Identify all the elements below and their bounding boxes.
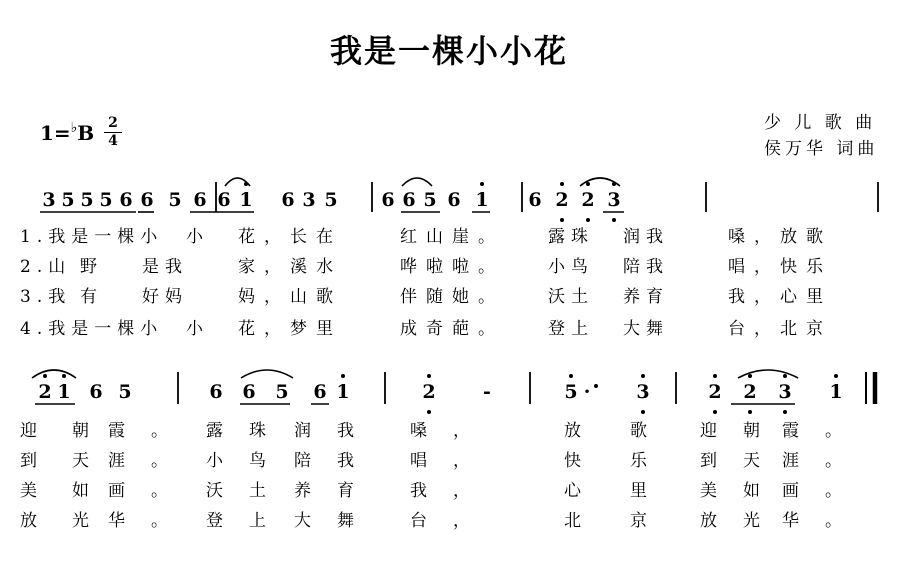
note-line1-11: 3 [302, 189, 316, 211]
lyric-line2-verse3-seg5: 我， [410, 481, 496, 501]
note-line2-13: 3 [636, 381, 650, 403]
lyric-line1-verse2-seg2: 是我 [142, 257, 188, 277]
note-line2-4: 6 [209, 381, 223, 403]
lyric-line2-verse2-seg1: 天 [72, 451, 115, 471]
low-dot [748, 410, 752, 414]
lyric-line2-verse3-seg4: 养育 [294, 481, 380, 501]
note-line1-16: 6 [447, 189, 461, 211]
lyric-line1-verse2-seg4: 哗啦啦。 [400, 257, 504, 277]
lyric-line2-verse3-seg3: 沃土 [206, 481, 292, 501]
lyric-line2-verse2-seg7: 乐 [630, 451, 673, 471]
lyric-line2-verse1-seg2: 霞。 [108, 421, 194, 441]
note-line1-6: 5 [168, 189, 182, 211]
note-line2-17: 1 [829, 381, 843, 403]
key-prefix: 1= [40, 121, 71, 145]
genre-label: 少 儿 歌 曲 [764, 113, 877, 133]
note-line1-5: 6 [140, 189, 154, 211]
lyric-line2-verse3-seg0: 美 [20, 481, 63, 501]
note-line2-1: 1 [57, 381, 71, 403]
high-dot [427, 374, 431, 378]
composer-label: 侯万华 词曲 [764, 139, 879, 159]
note-line2-8: 1 [336, 381, 350, 403]
lyric-line2-verse1-seg9: 霞。 [782, 421, 868, 441]
lyric-line1-verse3-seg4: 伴随她。 [400, 287, 504, 307]
lyric-line1-verse2-seg1: 野 [80, 257, 103, 277]
lyric-line1-verse3-seg7: 我，心里 [728, 287, 832, 307]
lyric-line1-verse3-seg2: 好妈 [142, 287, 188, 307]
lyric-line2-verse2-seg5: 唱， [410, 451, 496, 471]
lyric-line2-verse4-seg6: 北 [564, 511, 607, 531]
lyric-line2-verse1-seg8: 迎朝 [700, 421, 786, 441]
flat-sign: ♭ [70, 120, 78, 136]
note-line1-9: 1 [239, 189, 253, 211]
lyric-line2-verse1-seg0: 迎 [20, 421, 63, 441]
lyric-line2-verse1-seg7: 歌 [630, 421, 673, 441]
note-line1-0: 3 [42, 189, 56, 211]
lyric-line1-verse1-seg4: 露珠 [548, 227, 594, 247]
lyric-line1-verse4-seg5: 大舞 [623, 319, 669, 339]
lyric-line2-verse1-seg3: 露珠 [206, 421, 292, 441]
lyric-line1-verse1-seg3: 红山崖。 [400, 227, 504, 247]
lyric-line1-verse1-seg2: 花，长在 [238, 227, 342, 247]
note-line1-12: 5 [324, 189, 338, 211]
note-line2-11: 5 [564, 381, 578, 403]
lyric-line2-verse2-seg3: 小鸟 [206, 451, 292, 471]
note-line1-2: 5 [80, 189, 94, 211]
lyric-line1-verse4-seg3: 成奇葩。 [400, 319, 504, 339]
low-dot [713, 410, 717, 414]
lyric-line1-verse3-seg5: 沃土 [548, 287, 594, 307]
note-line2-0: 2 [38, 381, 52, 403]
time-signature-bottom: 4 [108, 133, 118, 149]
lyric-line2-verse3-seg7: 里 [630, 481, 673, 501]
notation-line-1 [42, 189, 620, 211]
note-line1-20: 2 [581, 189, 595, 211]
lyric-line1-verse1-seg5: 润我 [623, 227, 669, 247]
lyric-line1-verse1-seg6: 嗓，放歌 [728, 227, 832, 247]
high-dot [62, 374, 66, 378]
note-line2-16: 3 [778, 381, 792, 403]
high-dot [748, 374, 752, 378]
lyric-line2-verse4-seg1: 光 [72, 511, 115, 531]
note-line2-2: 6 [89, 381, 103, 403]
tie-arc [402, 178, 432, 186]
lyric-line2-verse2-seg8: 到天 [700, 451, 786, 471]
low-dot [641, 410, 645, 414]
low-dot [612, 218, 616, 222]
note-line2-6: 5 [275, 381, 289, 403]
note-line1-7: 6 [193, 189, 207, 211]
high-dot [783, 374, 787, 378]
lyric-line2-verse1-seg5: 嗓， [410, 421, 496, 441]
high-dot [569, 374, 573, 378]
note-line1-8: 6 [217, 189, 231, 211]
note-line1-19: 2 [555, 189, 569, 211]
duration-dot [594, 384, 598, 388]
note-line1-1: 5 [61, 189, 75, 211]
lyric-line1-verse2-seg3: 家，溪水 [238, 257, 342, 277]
high-dot [480, 182, 484, 186]
lyric-line2-verse3-seg6: 心 [564, 481, 607, 501]
low-dot [427, 410, 431, 414]
lyric-line1-verse4-seg2: 花，梦里 [238, 319, 342, 339]
note-line1-17: 1 [475, 189, 489, 211]
high-dot [586, 182, 590, 186]
time-signature-top: 2 [108, 115, 118, 131]
lyric-line1-verse4-seg4: 登上 [548, 319, 594, 339]
lyric-line2-verse3-seg2: 画。 [108, 481, 194, 501]
lyric-line2-verse4-seg3: 登上 [206, 511, 292, 531]
note-line2-14: 2 [708, 381, 722, 403]
lyric-line2-verse2-seg6: 快 [564, 451, 607, 471]
note-line1-18: 6 [528, 189, 542, 211]
lyric-line1-verse3-seg6: 养育 [623, 287, 669, 307]
note-line2-10: - [483, 381, 491, 403]
lyric-line2-verse3-seg8: 美如 [700, 481, 786, 501]
lyric-line2-verse2-seg2: 涯。 [108, 451, 194, 471]
tie-arc [32, 370, 76, 378]
notation-marks [32, 178, 878, 414]
lyric-line1-verse4-seg0: 4.我是一棵小 [20, 319, 164, 339]
lyric-line2-verse4-seg5: 台， [410, 511, 496, 531]
low-dot [560, 218, 564, 222]
lyric-line2-verse4-seg7: 京 [630, 511, 673, 531]
lyric-line2-verse3-seg9: 画。 [782, 481, 868, 501]
high-dot [834, 374, 838, 378]
note-line1-10: 6 [281, 189, 295, 211]
high-dot [641, 374, 645, 378]
lyric-line1-verse2-seg5: 小鸟 [548, 257, 594, 277]
lyric-line2-verse2-seg9: 涯。 [782, 451, 868, 471]
key-note: B [77, 121, 95, 145]
lyric-line2-verse2-seg0: 到 [20, 451, 63, 471]
lyric-line2-verse4-seg4: 大舞 [294, 511, 380, 531]
lyric-line2-verse1-seg6: 放 [564, 421, 607, 441]
note-line1-21: 3 [607, 189, 621, 211]
lyric-line1-verse3-seg3: 妈，山歌 [238, 287, 342, 307]
notation-line-2 [38, 381, 842, 403]
lyric-line2-verse4-seg0: 放 [20, 511, 63, 531]
note-line1-15: 5 [423, 189, 437, 211]
note-line2-12: · [583, 381, 591, 403]
lyric-line2-verse1-seg1: 朝 [72, 421, 115, 441]
lyric-line1-verse4-seg1: 小 [186, 319, 209, 339]
lyric-line1-verse4-seg6: 台，北京 [728, 319, 832, 339]
tie-arc [738, 370, 798, 378]
lyric-line2-verse1-seg4: 润我 [294, 421, 380, 441]
lyric-line2-verse2-seg4: 陪我 [294, 451, 380, 471]
lyric-line2-verse4-seg9: 华。 [782, 511, 868, 531]
low-dot [783, 410, 787, 414]
note-line2-7: 6 [313, 381, 327, 403]
lyric-line1-verse2-seg6: 陪我 [623, 257, 669, 277]
lyric-line1-verse3-seg1: 有 [80, 287, 103, 307]
lyric-line2-verse4-seg8: 放光 [700, 511, 786, 531]
note-line1-3: 5 [99, 189, 113, 211]
lyric-line1-verse3-seg0: 3.我 [20, 287, 72, 307]
note-line2-9: 2 [422, 381, 436, 403]
low-dot [586, 218, 590, 222]
high-dot [43, 374, 47, 378]
high-dot [341, 374, 345, 378]
lyric-line1-verse2-seg0: 2.山 [20, 257, 72, 277]
lyric-line1-verse1-seg1: 小 [186, 227, 209, 247]
note-line2-3: 5 [118, 381, 132, 403]
lyric-line2-verse3-seg1: 如 [72, 481, 115, 501]
lyric-line1-verse1-seg0: 1.我是一棵小 [20, 227, 164, 247]
lyric-line2-verse4-seg2: 华。 [108, 511, 194, 531]
high-dot [713, 374, 717, 378]
note-line2-5: 6 [242, 381, 256, 403]
tie-arc [241, 370, 293, 378]
song-title: 我是一棵小小花 [329, 32, 568, 70]
high-dot [560, 182, 564, 186]
note-line1-13: 6 [381, 189, 395, 211]
note-line1-4: 6 [119, 189, 133, 211]
lyric-line1-verse2-seg7: 唱，快乐 [728, 257, 832, 277]
note-line1-14: 6 [402, 189, 416, 211]
note-line2-15: 2 [743, 381, 757, 403]
